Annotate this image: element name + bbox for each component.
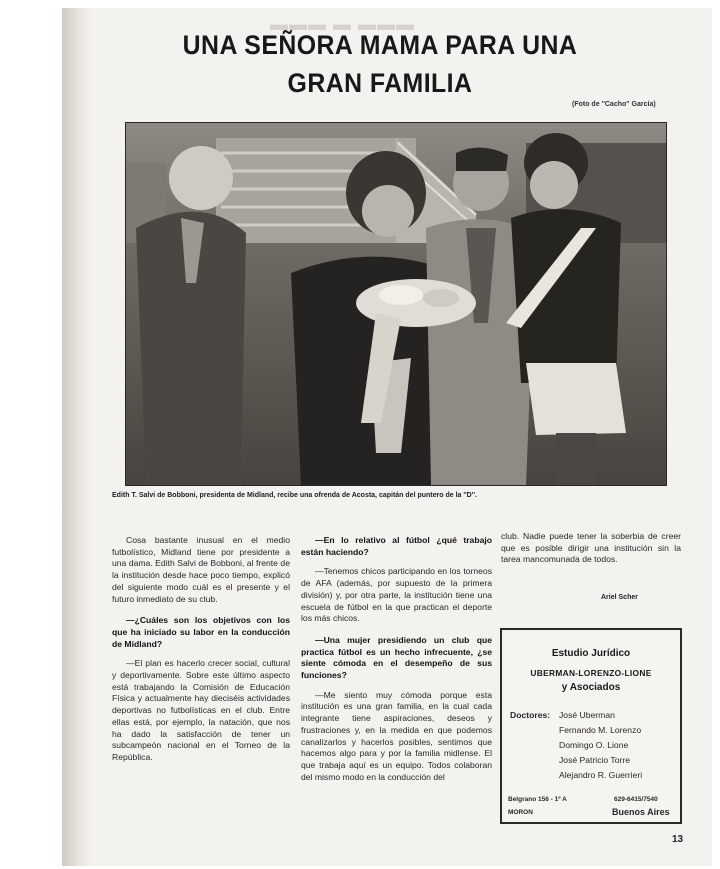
ad-lawyer-5: Alejandro R. Guerrieri [559,770,643,780]
question-2: —En lo relativo al fútbol ¿qué trabajo están haciendo? [301,535,492,557]
answer-3: —Me siento muy cómoda porque esta institución es una gran familia, en la cual cada integrante tiene aspiraciones, deseos y frustraciones y, en la medida en que podemos canalizarlos y hacerlos posibles, sentimos que hacemos algo para y por la familia midlense. El que trabaja aquí es un equipo. Todos colaboran del mismo modo en la conducción del [301,689,492,782]
ad-lawyer-3: Domingo O. Lione [559,740,629,750]
ad-city-left: MORON [508,809,533,816]
answer-1: —El plan es hacerlo crecer social, cultural y deportivamente. Sobre este último aspecto está trabajando la Comisión de Educación Física y actualmente hay dieciséis actividades deportivas no futbolísticas en el club. Entre ellas está, por ejemplo, la natación, que nos ha dado la satisfacción de tener un subcampeón nacional en el Torneo de la República. [112,658,290,762]
bleed-through-text: ▬▬▬ ▬ ▬▬▬ [270,14,416,34]
article-column-1 [112,535,290,764]
ad-lawyer-1: José Uberman [559,710,615,720]
article-intro: Cosa bastante inusual en el medio futbolístico, Midland tiene por presidente a una dama. Edith Salvi de Bobboni, al frente de la institución desde hace poco tiempo, explicó del siguiente modo cuál es el presente y el futuro inmediato de su club. [112,535,290,604]
question-1: —¿Cuáles son los objetivos con los que ha iniciado su labor en la conducción de Midland? [112,615,290,649]
ad-title: Estudio Jurídico [551,648,631,659]
article-column-2 [301,535,492,783]
headline-line-2: GRAN FAMILIA [287,68,473,98]
author-signature: Ariel Scher [601,594,638,601]
ad-doctors-label: Doctores: [510,710,551,720]
ad-city-right: Buenos Aires [612,807,670,817]
ad-lawyer-4: José Patricio Torre [559,755,631,765]
photo-caption: Edith T. Salvi de Bobboni, presidenta de Midland, recibe una ofrenda de Acosta, capitán del puntero de la ''D''. [112,492,478,499]
ad-firm-name: UBERMAN-LORENZO-LIONE [530,668,652,678]
ad-lawyer-2: Fernando M. Lorenzo [559,725,642,735]
article-column-3 [501,531,681,566]
news-photo [125,122,667,486]
answer-2: —Tenemos chicos participando en los torneos de AFA (además, por supuesto de la primera división) y, por otra parte, la institución tiene una escuela de fútbol en la que practican el deporte los más chicos. [301,566,492,624]
page-binding-shadow [62,8,92,866]
question-3: —Una mujer presidiendo un club que practica fútbol es un hecho infrecuente, ¿se siente cómoda en el desempeño de sus funciones? [301,634,492,681]
ad-phone: 629-6415/7540 [614,796,658,803]
article-closing: club. Nadie puede tener la soberbia de creer que es posible dirigir una institución sin la tarea mancomunada de todos. [501,531,681,565]
page-number: 13 [672,834,684,845]
photo-credit: (Foto de ''Cacho'' García) [572,101,656,108]
law-firm-advertisement [500,628,682,824]
ad-address: Belgrano 156 - 1º A [508,796,567,803]
headline-line-1: UNA SEÑORA MAMA PARA UNA [182,30,578,60]
photo-illustration [126,123,666,485]
ad-associates: y Asociados [561,682,621,693]
